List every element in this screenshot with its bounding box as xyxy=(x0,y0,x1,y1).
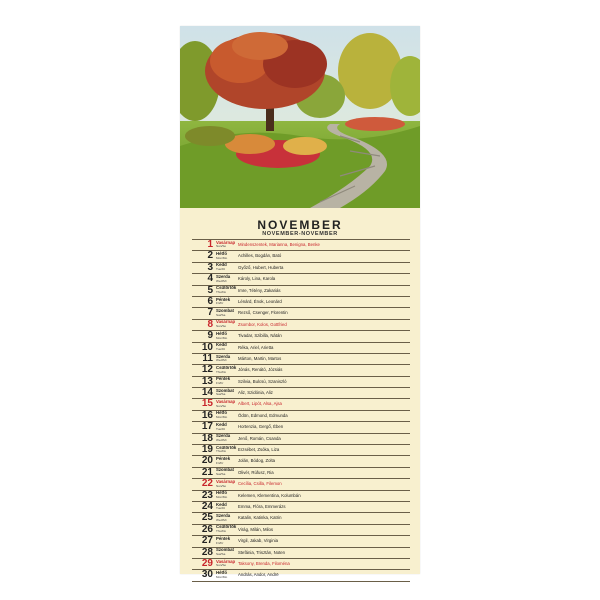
day-row xyxy=(192,434,410,445)
weekday-abbrev: Tue/Di xyxy=(216,506,225,511)
name-days: Rezső, Csenger, Florentin xyxy=(238,310,288,316)
name-days: Taksony, Brenda, Filoména xyxy=(238,560,290,566)
weekday-name: Hétfő xyxy=(216,569,227,575)
weekday-abbrev: Thu/Do xyxy=(216,369,227,374)
weekday-name: Szerda xyxy=(216,273,231,279)
day-row xyxy=(192,502,410,513)
month-title: NOVEMBER xyxy=(257,218,343,232)
day-row xyxy=(192,274,410,285)
name-days: Katalin, Katinka, Katrin xyxy=(238,515,282,521)
weekday-name: Csütörtök xyxy=(216,285,237,291)
weekday-abbrev: Sat/Sa xyxy=(216,472,226,477)
day-row xyxy=(192,343,410,354)
day-number: 23 xyxy=(201,489,213,501)
weekday-abbrev: Thu/Do xyxy=(216,289,227,294)
name-days: Erzsébet, Zsóka, Liza xyxy=(238,447,280,453)
day-row xyxy=(192,365,410,376)
day-number: 15 xyxy=(201,398,213,410)
day-number: 9 xyxy=(207,330,213,342)
name-days: Jenő, Román, Csanda xyxy=(238,435,281,441)
weekday-name: Vasárnap xyxy=(216,558,236,564)
weekday-abbrev: Wed/Mi xyxy=(216,278,227,283)
weekday-abbrev: Mon/Mo xyxy=(216,415,228,420)
day-number: 22 xyxy=(201,478,213,490)
day-number: 10 xyxy=(201,341,213,353)
weekday-name: Vasárnap xyxy=(216,319,236,325)
weekday-abbrev: Sat/Sa xyxy=(216,312,226,317)
weekday-name: Kedd xyxy=(216,262,227,268)
weekday-abbrev: Mon/Mo xyxy=(216,335,228,340)
weekday-name: Szerda xyxy=(216,353,231,359)
day-number: 26 xyxy=(201,523,213,535)
day-number: 2 xyxy=(207,250,213,262)
day-row xyxy=(192,308,410,319)
day-number: 27 xyxy=(201,535,213,547)
weekday-name: Csütörtök xyxy=(216,524,237,530)
name-days: Olivér, Rúfusz, Ria xyxy=(238,469,274,475)
day-row xyxy=(192,491,410,502)
name-days: András, Andor, Andrё xyxy=(238,572,279,578)
weekday-abbrev: Mon/Mo xyxy=(216,574,228,579)
day-row xyxy=(192,456,410,467)
name-days: Virág, Milán, Milos xyxy=(238,526,274,532)
weekday-abbrev: Sat/Sa xyxy=(216,392,226,397)
day-row xyxy=(192,536,410,547)
weekday-name: Csütörtök xyxy=(216,364,237,370)
day-number: 24 xyxy=(201,500,213,512)
day-number: 3 xyxy=(207,261,213,273)
weekday-name: Szombat xyxy=(216,547,234,553)
day-row xyxy=(192,388,410,399)
day-row xyxy=(192,422,410,433)
day-number: 6 xyxy=(207,295,213,307)
weekday-name: Kedd xyxy=(216,342,227,348)
day-number: 1 xyxy=(207,239,213,250)
weekday-abbrev: Mon/Mo xyxy=(216,255,228,260)
day-number: 7 xyxy=(207,307,213,319)
weekday-abbrev: Sun/So xyxy=(216,244,227,249)
month-subtitle: NOVEMBER-NOVEMBER xyxy=(262,231,338,237)
day-row xyxy=(192,468,410,479)
name-days: Márton, Martin, Martos xyxy=(238,355,282,361)
name-days: Hortenzia, Gergő, Ében xyxy=(238,424,284,430)
weekday-abbrev: Fri/Fr xyxy=(216,381,224,386)
weekday-abbrev: Sun/So xyxy=(216,403,227,408)
name-days: Emma, Flóra, Emmerázs xyxy=(238,503,286,509)
day-number: 12 xyxy=(201,364,213,376)
weekday-name: Vasárnap xyxy=(216,399,236,405)
weekday-abbrev: Wed/Mi xyxy=(216,438,227,443)
day-number: 11 xyxy=(202,352,213,364)
weekday-name: Péntek xyxy=(216,535,231,541)
weekday-abbrev: Thu/Do xyxy=(216,529,227,534)
weekday-name: Szombat xyxy=(216,387,234,393)
weekday-abbrev: Tue/Di xyxy=(216,267,225,272)
weekday-name: Hétfő xyxy=(216,250,227,256)
name-days: Mindenszentek, Marianna, Benigna, Benke xyxy=(238,242,320,247)
day-row xyxy=(192,513,410,524)
weekday-name: Vasárnap xyxy=(216,478,236,484)
day-row xyxy=(192,286,410,297)
name-days: Szilvia, Bulcsú, Szaniszló xyxy=(238,378,287,384)
name-days: Virgil, Jakab, Virginia xyxy=(238,538,278,544)
day-number: 17 xyxy=(201,421,213,433)
day-row xyxy=(192,525,410,536)
weekday-name: Szombat xyxy=(216,467,234,473)
day-row xyxy=(192,239,410,251)
day-number: 20 xyxy=(201,455,213,467)
weekday-name: Péntek xyxy=(216,456,231,462)
day-row xyxy=(192,354,410,365)
day-number: 5 xyxy=(207,284,213,296)
day-row xyxy=(192,320,410,331)
day-row xyxy=(192,263,410,274)
name-days: Tivadar, Szibilla, Nátán xyxy=(238,333,282,339)
weekday-abbrev: Tue/Di xyxy=(216,346,225,351)
name-days: Réka, Ariel, Arietta xyxy=(238,344,274,350)
name-days: Jolán, Bódog, Zolta xyxy=(238,458,276,464)
name-days: Stefánia, Trisztán, Noten xyxy=(238,549,286,555)
weekday-abbrev: Sun/So xyxy=(216,483,227,488)
name-days: Ödön, Edmond, Edmunda xyxy=(238,412,288,418)
weekday-name: Hétfő xyxy=(216,330,227,336)
day-row xyxy=(192,297,410,308)
day-number: 14 xyxy=(201,387,213,399)
day-list xyxy=(192,239,410,582)
name-days: Albert, Lipót, Alsa, Ajsa xyxy=(238,401,282,407)
day-row xyxy=(192,445,410,456)
day-row xyxy=(192,411,410,422)
weekday-name: Szerda xyxy=(216,512,231,518)
day-number: 13 xyxy=(201,375,213,387)
name-days: Achilles, Bogdán, Bató xyxy=(238,253,282,259)
day-number: 25 xyxy=(201,512,213,524)
garden-photo xyxy=(180,26,420,208)
name-days: Imre, Tétény, Zakariás xyxy=(238,287,281,293)
weekday-abbrev: Sun/So xyxy=(216,324,227,329)
name-days: Jónás, Renátó, Józsiás xyxy=(238,367,283,373)
day-number: 19 xyxy=(201,444,213,456)
weekday-abbrev: Fri/Fr xyxy=(216,540,224,545)
weekday-name: Vasárnap xyxy=(216,239,236,245)
name-days: Károly, Lina, Karola xyxy=(238,276,276,282)
day-number: 28 xyxy=(201,546,213,558)
weekday-abbrev: Tue/Di xyxy=(216,426,225,431)
weekday-name: Kedd xyxy=(216,421,227,427)
weekday-abbrev: Sat/Sa xyxy=(216,551,226,556)
weekday-name: Szombat xyxy=(216,307,234,313)
weekday-abbrev: Sun/So xyxy=(216,563,227,568)
weekday-name: Hétfő xyxy=(216,410,227,416)
weekday-name: Csütörtök xyxy=(216,444,237,450)
name-days: Cecília, Csilla, Filemon xyxy=(238,481,282,487)
weekday-abbrev: Wed/Mi xyxy=(216,517,227,522)
wall-calendar xyxy=(180,26,420,581)
day-row xyxy=(192,559,410,570)
day-row xyxy=(192,331,410,342)
weekday-name: Péntek xyxy=(216,296,231,302)
weekday-abbrev: Fri/Fr xyxy=(216,301,224,306)
weekday-abbrev: Thu/Do xyxy=(216,449,227,454)
day-row xyxy=(192,251,410,262)
weekday-abbrev: Wed/Mi xyxy=(216,358,227,363)
day-row xyxy=(192,479,410,490)
day-row xyxy=(192,570,410,581)
weekday-name: Kedd xyxy=(216,501,227,507)
weekday-name: Szerda xyxy=(216,433,231,439)
name-days: Győző, Hubert, Huberta xyxy=(238,264,284,270)
name-days: Lénárd, Énok, Leonárd xyxy=(238,298,282,304)
weekday-abbrev: Mon/Mo xyxy=(216,494,228,499)
day-number: 8 xyxy=(207,318,213,330)
day-number: 18 xyxy=(201,432,213,444)
name-days: Aliz, Szidónia, Aliz xyxy=(238,390,273,396)
weekday-name: Péntek xyxy=(216,376,231,382)
day-number: 4 xyxy=(207,273,213,285)
day-number: 16 xyxy=(201,409,213,421)
day-row xyxy=(192,399,410,410)
day-number: 30 xyxy=(201,569,213,581)
name-days: Zsombor, Kolos, Gottfried xyxy=(238,321,287,327)
day-number: 29 xyxy=(201,557,213,569)
day-row xyxy=(192,548,410,559)
weekday-name: Hétfő xyxy=(216,490,227,496)
name-days: Kelemen, Klementina, Kolumbán xyxy=(238,492,301,498)
weekday-abbrev: Fri/Fr xyxy=(216,460,224,465)
day-row xyxy=(192,377,410,388)
day-number: 21 xyxy=(201,466,213,478)
